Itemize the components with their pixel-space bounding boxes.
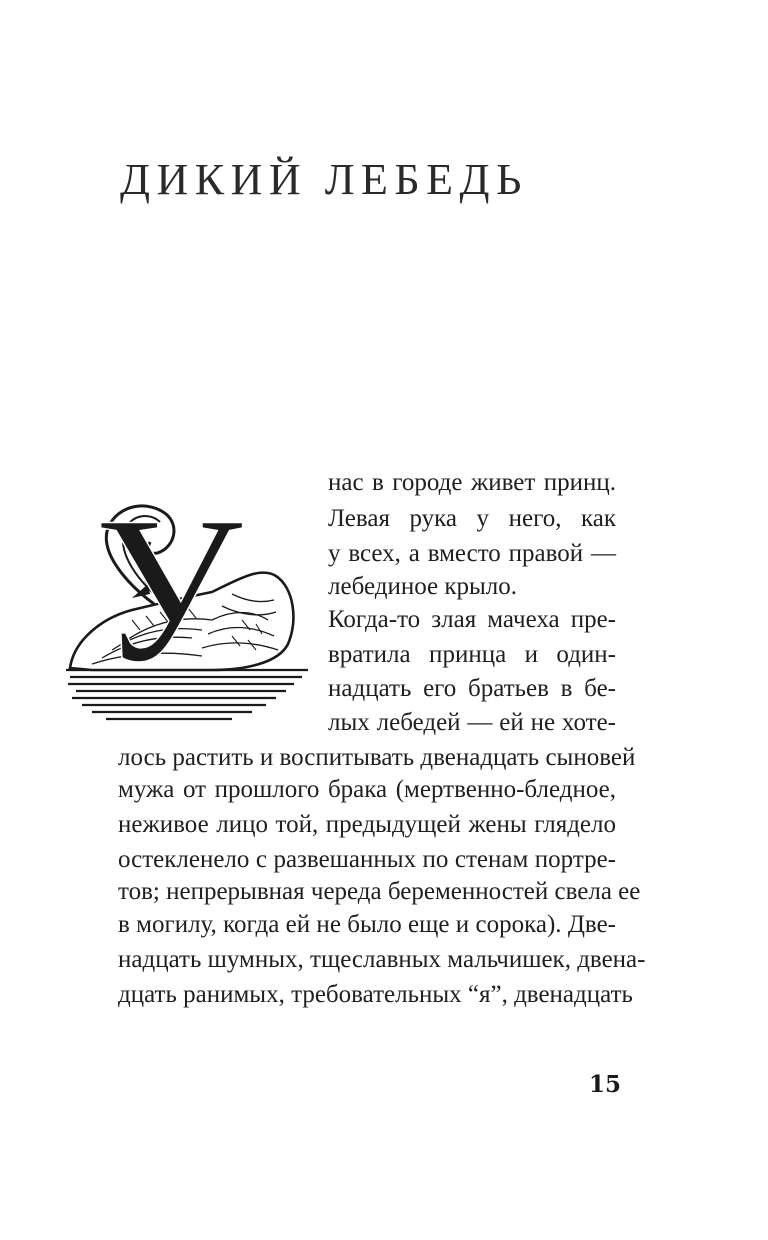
text-line-14: в могилу, когда ей не было еще и сорока). Две-: [118, 911, 616, 938]
text-line-4: лебединое крыло.: [328, 573, 518, 600]
text-line-2: Левая рука у него, как: [328, 505, 616, 532]
text-line-1: нас в городе живет принц.: [328, 469, 616, 496]
drop-cap-illustration: [62, 470, 312, 725]
text-line-12: остекленело с развешанных по стенам портре-: [118, 846, 616, 873]
text-line-3: у всех, а вместо правой —: [328, 540, 616, 567]
text-line-16: дцать ранимых, требовательных “я”, двенадцать: [118, 981, 633, 1008]
drop-cap-letter: У: [94, 474, 243, 706]
text-line-5: Когда-то злая мачеха пре-: [328, 606, 616, 633]
swan-icon: [62, 470, 312, 725]
text-line-15: надцать шумных, тщеславных мальчишек, двена-: [118, 946, 646, 973]
page-number: 15: [589, 1071, 622, 1098]
text-line-13: тов; непрерывная череда беременностей свела ее: [118, 878, 641, 905]
chapter-title: ДИКИЙ ЛЕБЕДЬ: [120, 155, 528, 204]
text-line-10: мужа от прошлого брака (мертвенно-бледное,: [118, 776, 616, 803]
text-line-7: надцать его братьев в бе-: [328, 675, 616, 702]
text-line-8: лых лебедей — ей не хоте-: [328, 709, 616, 736]
text-line-6: вратила принца и один-: [328, 641, 616, 668]
text-line-9: лось растить и воспитывать двенадцать сыновей: [118, 744, 636, 771]
text-line-11: неживое лицо той, предыдущей жены глядело: [118, 811, 616, 838]
